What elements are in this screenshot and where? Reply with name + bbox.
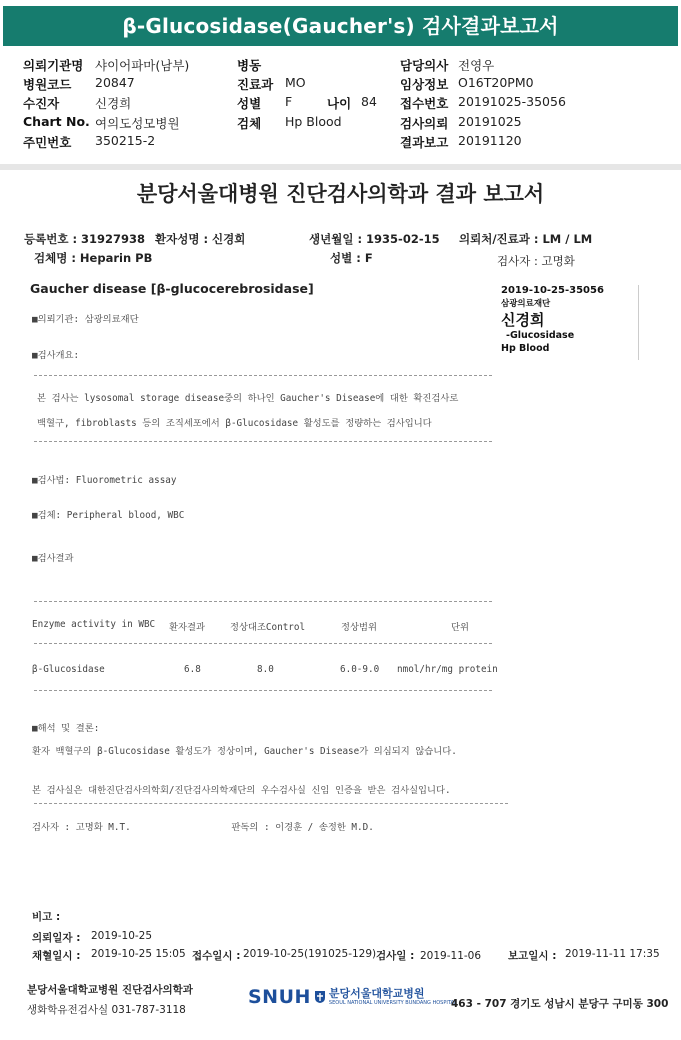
age-label: 나이 (327, 96, 352, 111)
method: ■검사법: Fluorometric assay (32, 475, 177, 486)
test-date: 2019-11-06 (420, 950, 482, 962)
label: 수진자 (23, 96, 60, 111)
receipt-time-label: 접수일시 : (192, 950, 241, 962)
collection-time: 2019-10-25 15:05 (91, 948, 186, 960)
note-label: 비고 : (32, 911, 61, 923)
overview-line-1: 본 검사는 lysosomal storage disease중의 하나인 Gaucher's Disease에 대한 확진검사로 (37, 393, 459, 404)
request-date: 2019-10-25 (91, 930, 153, 942)
overview-heading: ■검사개요: (32, 350, 80, 361)
label: 결과보고 (400, 135, 449, 150)
table-header-patient: 환자결과 (169, 622, 205, 633)
label: 담당의사 (400, 58, 449, 73)
interpretation-text: 환자 백혈구의 β-Glucosidase 활성도가 정상이며, Gaucher's Disease가 의심되지 않습니다. (32, 746, 457, 757)
lab-certification: 본 검사실은 대한진단검사의학회/진단검사의학재단의 우수검사실 신임 인증을 받은 검사실입니다. (32, 785, 451, 796)
overview-line-2: 백혈구, fibroblasts 등의 조직세포에서 β-Glucosidase 활성도를 정량하는 검사입니다 (37, 418, 432, 429)
header-row-patient (23, 94, 233, 113)
collection-time-label: 채혈일시 : (32, 950, 81, 962)
table-cell-range: 6.0-9.0 (340, 664, 380, 675)
table-header-enzyme: Enzyme activity in WBC (32, 619, 156, 630)
label: 주민번호 (23, 135, 72, 150)
label: Chart No. (23, 114, 90, 129)
dashed-rule (34, 643, 492, 644)
date-of-birth: 생년월일 : 1935-02-15 (309, 232, 440, 246)
label: 병원코드 (23, 77, 72, 92)
signers: 검사자 : 고명화 M.T. 판독의 : 이경훈 / 송정한 M.D. (32, 822, 374, 833)
label: 의뢰기관명 (23, 58, 84, 73)
test-date-label: 검사일 : (376, 950, 415, 962)
section-title: Gaucher disease [β-glucocerebrosidase] (30, 281, 314, 296)
specimen-label (498, 285, 639, 360)
header-row-sex (237, 94, 387, 113)
requesting-department: 의뢰처/진료과 : LM / LM (459, 232, 593, 246)
value: F (285, 94, 293, 109)
department-name: 분당서울대학교병원 진단검사의학과 (27, 984, 193, 996)
table-header-range: 정상범위 (341, 622, 377, 633)
dashed-rule (34, 375, 492, 376)
header-row-hospital-code (23, 75, 233, 94)
header-row-department (237, 75, 387, 94)
label-test: -Glucosidase (506, 330, 575, 341)
hospital-logo (248, 986, 457, 1008)
value: 신경희 (95, 96, 132, 111)
dashed-rule (34, 690, 492, 691)
value: 여의도성모병원 (95, 116, 180, 131)
request-date-label: 의뢰일자 : (32, 932, 81, 944)
header-row-resident-no (23, 133, 233, 152)
report-time: 2019-11-11 17:35 (565, 948, 660, 960)
header-row-specimen (237, 114, 387, 133)
value: Hp Blood (285, 114, 342, 129)
label: 접수번호 (400, 96, 449, 111)
logo-english: SEOUL NATIONAL UNIVERSITY BUNDANG HOSPITAL (328, 1000, 457, 1006)
header-row-chart-no (23, 114, 233, 133)
hospital-address: 463 - 707 경기도 성남시 분당구 구미동 300 (451, 998, 669, 1010)
label-receipt-no: 2019-10-25-35056 (501, 285, 604, 296)
interpretation-heading: ■해석 및 결론: (32, 723, 100, 734)
value: 20191120 (458, 133, 522, 148)
table-cell-control: 8.0 (257, 664, 274, 675)
value: MO (285, 75, 306, 90)
label: 병동 (237, 58, 262, 73)
age-value: 84 (361, 94, 377, 109)
header-row-requester (23, 56, 233, 75)
table-header-unit: 단위 (451, 622, 469, 633)
table-cell-unit: nmol/hr/mg protein (397, 664, 498, 675)
value: 20847 (95, 75, 135, 90)
report-title: β-Glucosidase(Gaucher's) 검사결과보고서 (3, 6, 678, 46)
document-title: 분당서울대병원 진단검사의학과 결과 보고서 (136, 182, 545, 206)
value: 샤이어파마(남부) (95, 58, 190, 73)
requesting-org: ■의뢰기관: 삼광의료재단 (32, 314, 139, 325)
patient-name: 환자성명 : 신경희 (155, 232, 246, 246)
report-titlebar (0, 0, 681, 52)
value: 20191025-35056 (458, 94, 566, 109)
label: 진료과 (237, 77, 274, 92)
dashed-rule (34, 441, 492, 442)
result-heading: ■검사결과 (32, 553, 74, 564)
dashed-rule (34, 601, 492, 602)
registration-number: 등록번호 : 31927938 (24, 232, 146, 246)
header-row-ward (237, 56, 387, 75)
table-cell-patient: 6.8 (184, 664, 201, 675)
value: 350215-2 (95, 133, 156, 148)
label-specimen: Hp Blood (501, 343, 550, 354)
report-time-label: 보고일시 : (508, 950, 557, 962)
header-row-clinical-info (400, 75, 660, 94)
label: 성별 (237, 96, 262, 111)
table-header-control: 정상대조Control (230, 622, 306, 633)
label: 검체 (237, 116, 262, 131)
label-org: 삼광의료재단 (501, 299, 551, 309)
examiner: 검사자 : 고명화 (497, 254, 575, 268)
patient-sex: 성별 : F (330, 251, 373, 265)
dashed-rule (34, 803, 508, 804)
label: 임상정보 (400, 77, 449, 92)
logo-text: SNUH (248, 986, 311, 1008)
logo-korean: 분당서울대학교병원 (328, 987, 425, 1000)
header-row-result-report (400, 133, 660, 152)
specimen-name: 검체명 : Heparin PB (34, 251, 153, 265)
lab-contact: 생화학유전검사실 031-787-3118 (27, 1004, 186, 1016)
specimen: ■검체: Peripheral blood, WBC (32, 510, 185, 521)
label-patient: 신경희 (501, 311, 545, 329)
value: 전영우 (458, 58, 495, 73)
value: 20191025 (458, 114, 522, 129)
receipt-time: 2019-10-25(191025-129) (243, 948, 377, 960)
scanned-report (0, 170, 681, 1040)
header-info (0, 52, 681, 165)
emblem-icon (314, 990, 326, 1004)
header-row-test-request (400, 114, 660, 133)
label: 검사의뢰 (400, 116, 449, 131)
header-row-doctor (400, 56, 660, 75)
header-row-receipt-no (400, 94, 660, 113)
value: O16T20PM0 (458, 75, 534, 90)
table-cell-test: β-Glucosidase (32, 664, 105, 675)
